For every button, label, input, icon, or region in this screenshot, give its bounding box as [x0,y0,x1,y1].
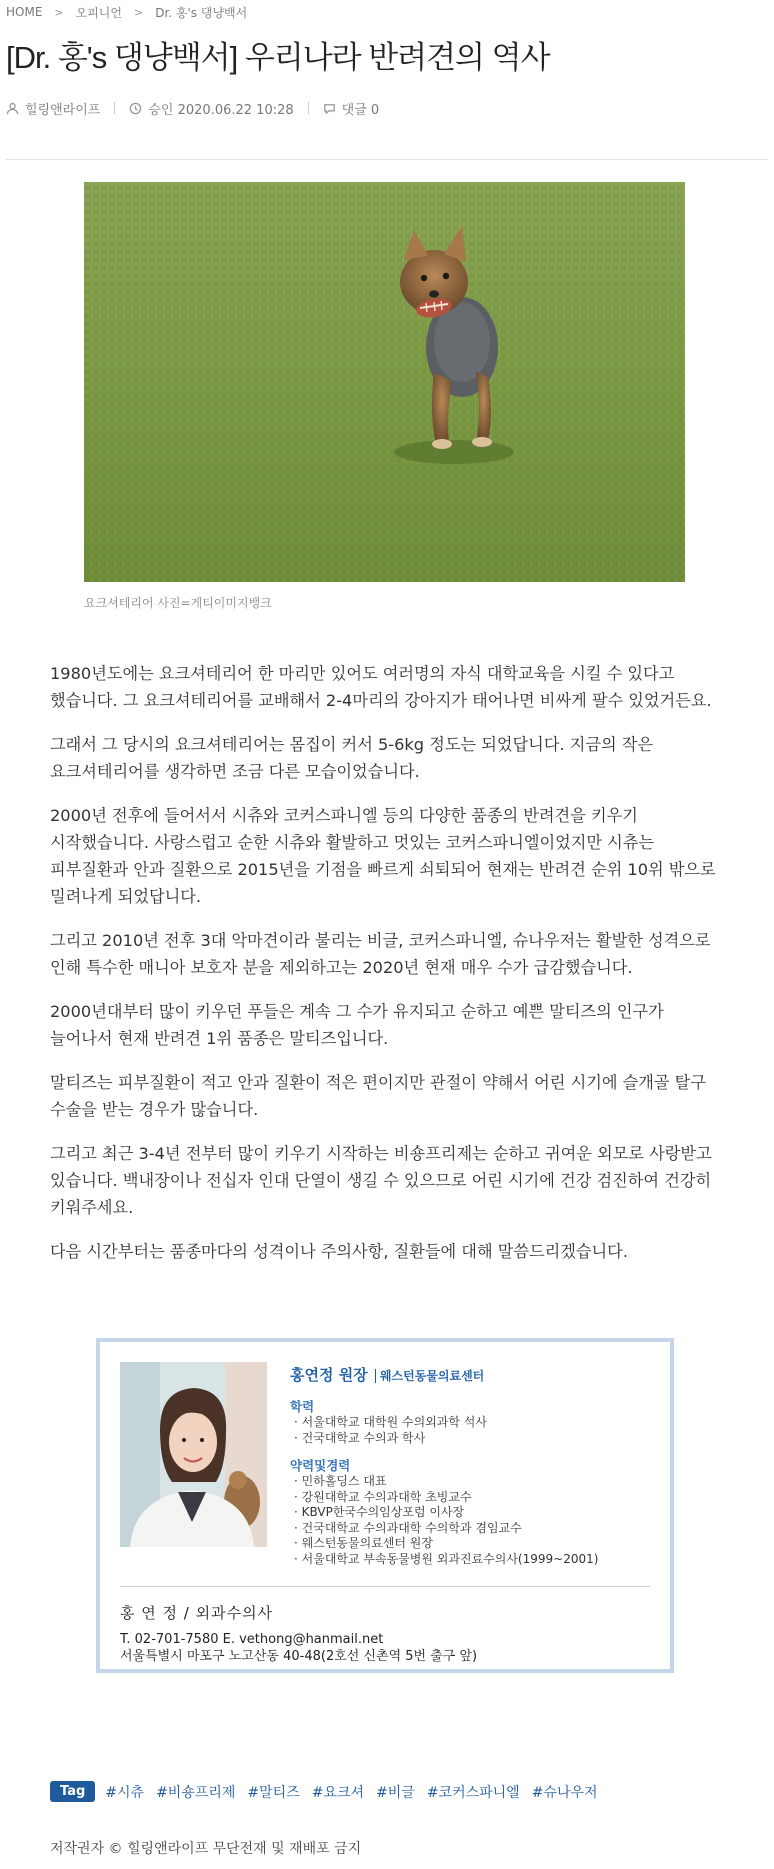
education-item: · 서울대학교 대학원 수의외과학 석사 [290,1415,660,1431]
tag-link[interactable]: #비숑프리제 [156,1784,236,1801]
yorkshire-terrier-image [84,182,685,582]
career-item: · 서울대학교 부속동물병원 외과진료수의사(1999~2001) [290,1552,660,1568]
career-item: · 건국대학교 수의과대학 수의학과 겸임교수 [290,1521,660,1537]
career-heading: 약력및경력 [290,1458,351,1473]
education-heading: 학력 [290,1399,315,1414]
tag-link[interactable]: #슈나우저 [531,1784,598,1801]
profile-info [290,1364,660,1577]
article-photo [84,182,685,582]
career-item: · 민하홀딩스 대표 [290,1474,660,1490]
user-icon [6,102,19,115]
article-paragraph: 2000년대부터 많이 키우던 푸들은 계속 그 수가 유지되고 순하고 예쁜 말티즈의 인구가 늘어나서 현재 반려견 1위 품종은 말티즈입니다. [50,1002,664,1048]
career-list [290,1474,660,1567]
article-paragraph: 그리고 2010년 전후 3대 악마견이라 불리는 비글, 코커스파니엘, 슈나우저는 활발한 성격으로 인해 특수한 매니아 보호자 분을 제외하고는 2020년 현재 매우 수가 급감했습니다. [50,931,711,977]
article-paragraph: 그래서 그 당시의 요크셔테리어는 몸집이 커서 5-6kg 정도는 되었답니다. 지금의 작은 요크셔테리어를 생각하면 조금 다른 모습이었습니다. [50,735,654,781]
profile-name-line [290,1364,660,1385]
doctor-title: 홍 연 정 / 외과수의사 [120,1604,274,1622]
article-body [50,660,722,1282]
article-paragraph: 말티즈는 피부질환이 적고 안과 질환이 적은 편이지만 관절이 약해서 어린 시기에 슬개골 탈구 수술을 받는 경우가 많습니다. [50,1073,706,1119]
article-title: [Dr. 홍's 댕냥백서] 우리나라 반려견의 역사 [6,40,550,75]
breadcrumb-series-link[interactable]: Dr. 홍's 댕냥백서 [155,5,248,20]
copyright-notice: 저작권자 © 힐링앤라이프 무단전재 및 재배포 금지 [50,1841,362,1857]
education-item: · 건국대학교 수의과 학사 [290,1431,660,1447]
tag-link[interactable]: #비글 [376,1784,415,1801]
meta-divider [308,102,309,114]
header-divider [6,159,768,160]
profile-name: 홍연정 원장 [290,1366,368,1384]
article-paragraph: 그리고 최근 3-4년 전부터 많이 키우기 시작하는 비숑프리제는 순하고 귀여운 외모로 사랑받고 있습니다. 백내장이나 전십자 인대 단열이 생길 수 있으므로 어린 시기에 건강 검진하여 건강히 키워주세요. [50,1144,712,1217]
career-item: · KBVP한국수의임상포럼 이사장 [290,1505,660,1521]
article-meta [6,98,379,118]
tag-list [50,1781,610,1802]
clock-icon [129,102,142,115]
photo-caption: 요크셔테리어 사진=게티이미지뱅크 [84,596,272,610]
approved-datetime: 승인 2020.06.22 10:28 [148,102,294,118]
portrait-image [120,1362,267,1547]
tag-label: Tag [50,1781,95,1802]
profile-divider [120,1586,650,1587]
comment-count: 댓글 0 [341,102,380,118]
tag-link[interactable]: #말티즈 [247,1784,300,1801]
education-list [290,1415,660,1446]
breadcrumb-home-link[interactable]: HOME [6,5,43,19]
meta-divider [114,102,115,114]
article-paragraph: 다음 시간부터는 품종마다의 성격이나 주의사항, 질환들에 대해 말씀드리겠습니다. [50,1242,628,1261]
contact-line: T. 02-701-7580 E. vethong@hanmail.net [120,1632,384,1647]
approved-info [129,99,293,118]
author-portrait [120,1362,267,1547]
author-profile-card [96,1338,674,1673]
address-line: 서울특별시 마포구 노고산동 40-48(2호선 신촌역 5번 출구 앞) [120,1649,478,1664]
breadcrumb [6,2,247,22]
comment-icon [323,102,336,115]
chevron-right-icon: > [54,5,64,19]
tag-link[interactable]: #코커스파니엘 [426,1784,520,1801]
article-paragraph: 2000년 전후에 들어서서 시츄와 코커스파니엘 등의 다양한 품종의 반려견을 키우기 시작했습니다. 사랑스럽고 순한 시츄와 활발하고 멋있는 코커스파니엘이었지만 시츄는 피부질환과 안과 질환으로 2015년을 기점을 빠르게 쇠퇴되어 현재는 반려견 순위 10위 밖으로 밀려나게 되었답니다. [50,806,716,906]
tag-link[interactable]: #시츄 [105,1784,145,1801]
breadcrumb-section-link[interactable]: 오피니언 [75,5,122,20]
article-paragraph: 1980년도에는 요크셔테리어 한 마리만 있어도 여러명의 자식 대학교육을 시킬 수 있다고 했습니다. 그 요크셔테리어를 교배해서 2-4마리의 강아지가 태어나면 비싸게 팔수 있었거든요. [50,664,712,710]
career-item: · 웨스턴동물의료센터 원장 [290,1536,660,1552]
profile-footer [120,1602,477,1665]
profile-org: 웨스턴동물의료센터 [375,1369,484,1383]
author-name: 힐링앤라이프 [25,102,101,118]
tag-link[interactable]: #요크셔 [311,1784,365,1801]
comments-link[interactable] [323,99,380,118]
career-item: · 강원대학교 수의과대학 초빙교수 [290,1490,660,1506]
author-info [6,99,100,118]
chevron-right-icon: > [134,5,144,19]
